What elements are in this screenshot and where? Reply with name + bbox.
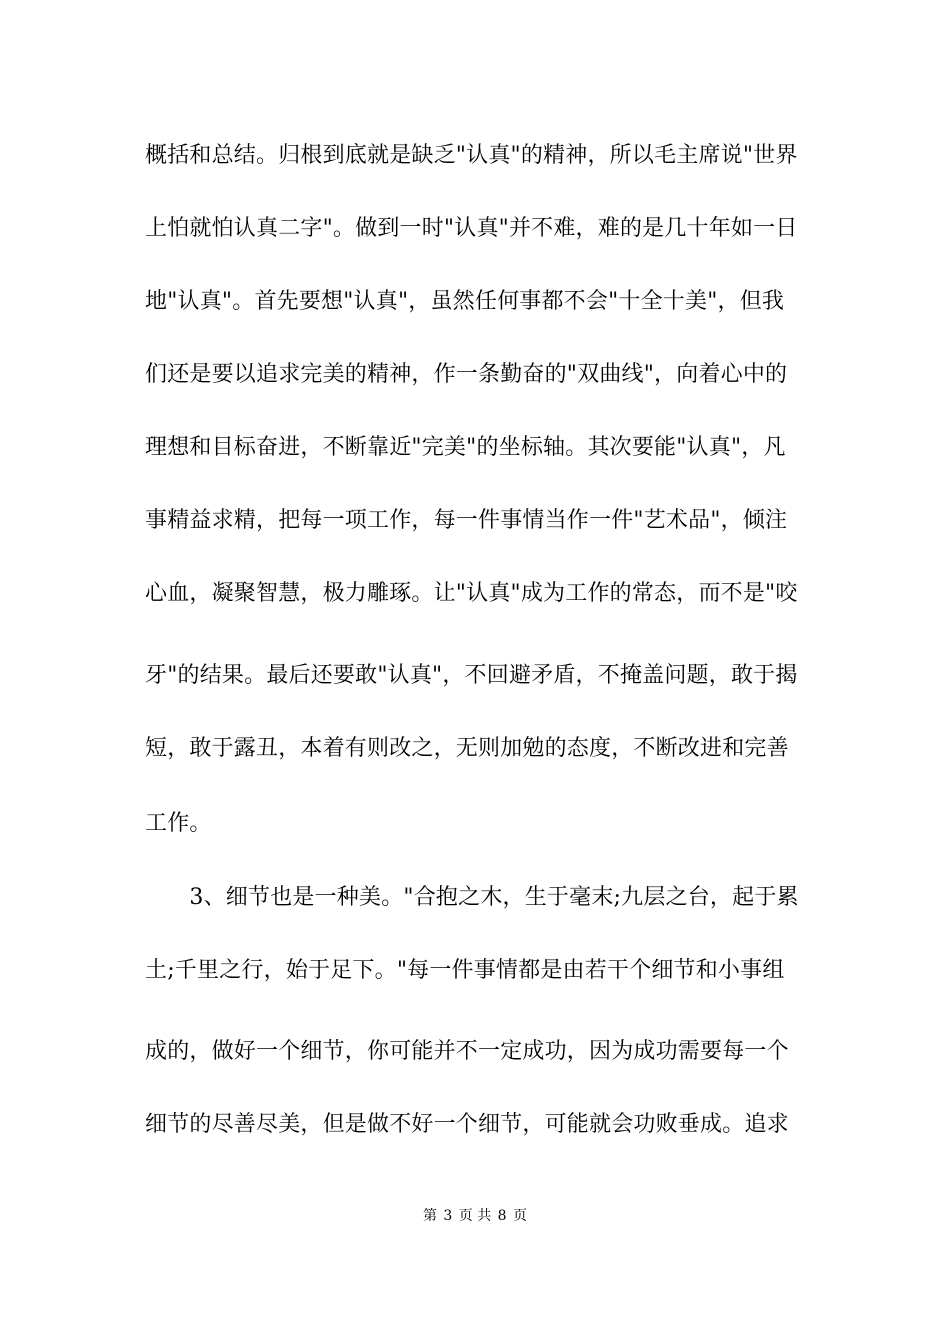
body-line-8: 牙"的结果。最后还要敢"认真"，不回避矛盾，不掩盖问题，敢于揭 [145,663,798,688]
body-line-12: 土;千里之行，始于足下。"每一件事情都是由若干个细节和小事组 [145,958,785,983]
body-line-9: 短，敢于露丑，本着有则改之，无则加勉的态度，不断改进和完善 [145,736,789,761]
footer-middle: 页 共 [458,1208,492,1224]
body-line-10: 工作。 [145,811,212,836]
body-line-11: 3、细节也是一种美。"合抱之木，生于毫末;九层之台，起于累 [145,885,799,910]
footer-current-page: 3 [443,1208,453,1224]
body-line-2: 上怕就怕认真二字"。做到一时"认真"并不难，难的是几十年如一日 [145,216,798,241]
body-line-1: 概括和总结。归根到底就是缺乏"认真"的精神，所以毛主席说"世界 [145,143,798,168]
body-line-6: 事精益求精，把每一项工作，每一件事情当作一件"艺术品"，倾注 [145,508,788,533]
footer-suffix: 页 [513,1208,528,1224]
body-line-7: 心血，凝聚智慧，极力雕琢。让"认真"成为工作的常态，而不是"咬 [145,581,798,606]
body-line-14: 细节的尽善尽美，但是做不好一个细节，可能就会功败垂成。追求 [145,1112,789,1137]
body-line-3: 地"认真"。首先要想"认真"，虽然任何事都不会"十全十美"，但我 [145,289,785,314]
body-line-13: 成的，做好一个细节，你可能并不一定成功，因为成功需要每一个 [145,1039,789,1064]
footer-prefix: 第 [422,1208,437,1224]
body-line-4: 们还是要以追求完美的精神，作一条勤奋的"双曲线"，向着心中的 [145,362,788,387]
page-footer [0,1206,950,1226]
body-line-5: 理想和目标奋进，不断靠近"完美"的坐标轴。其次要能"认真"，凡 [145,435,786,460]
footer-total-pages: 8 [497,1208,507,1224]
